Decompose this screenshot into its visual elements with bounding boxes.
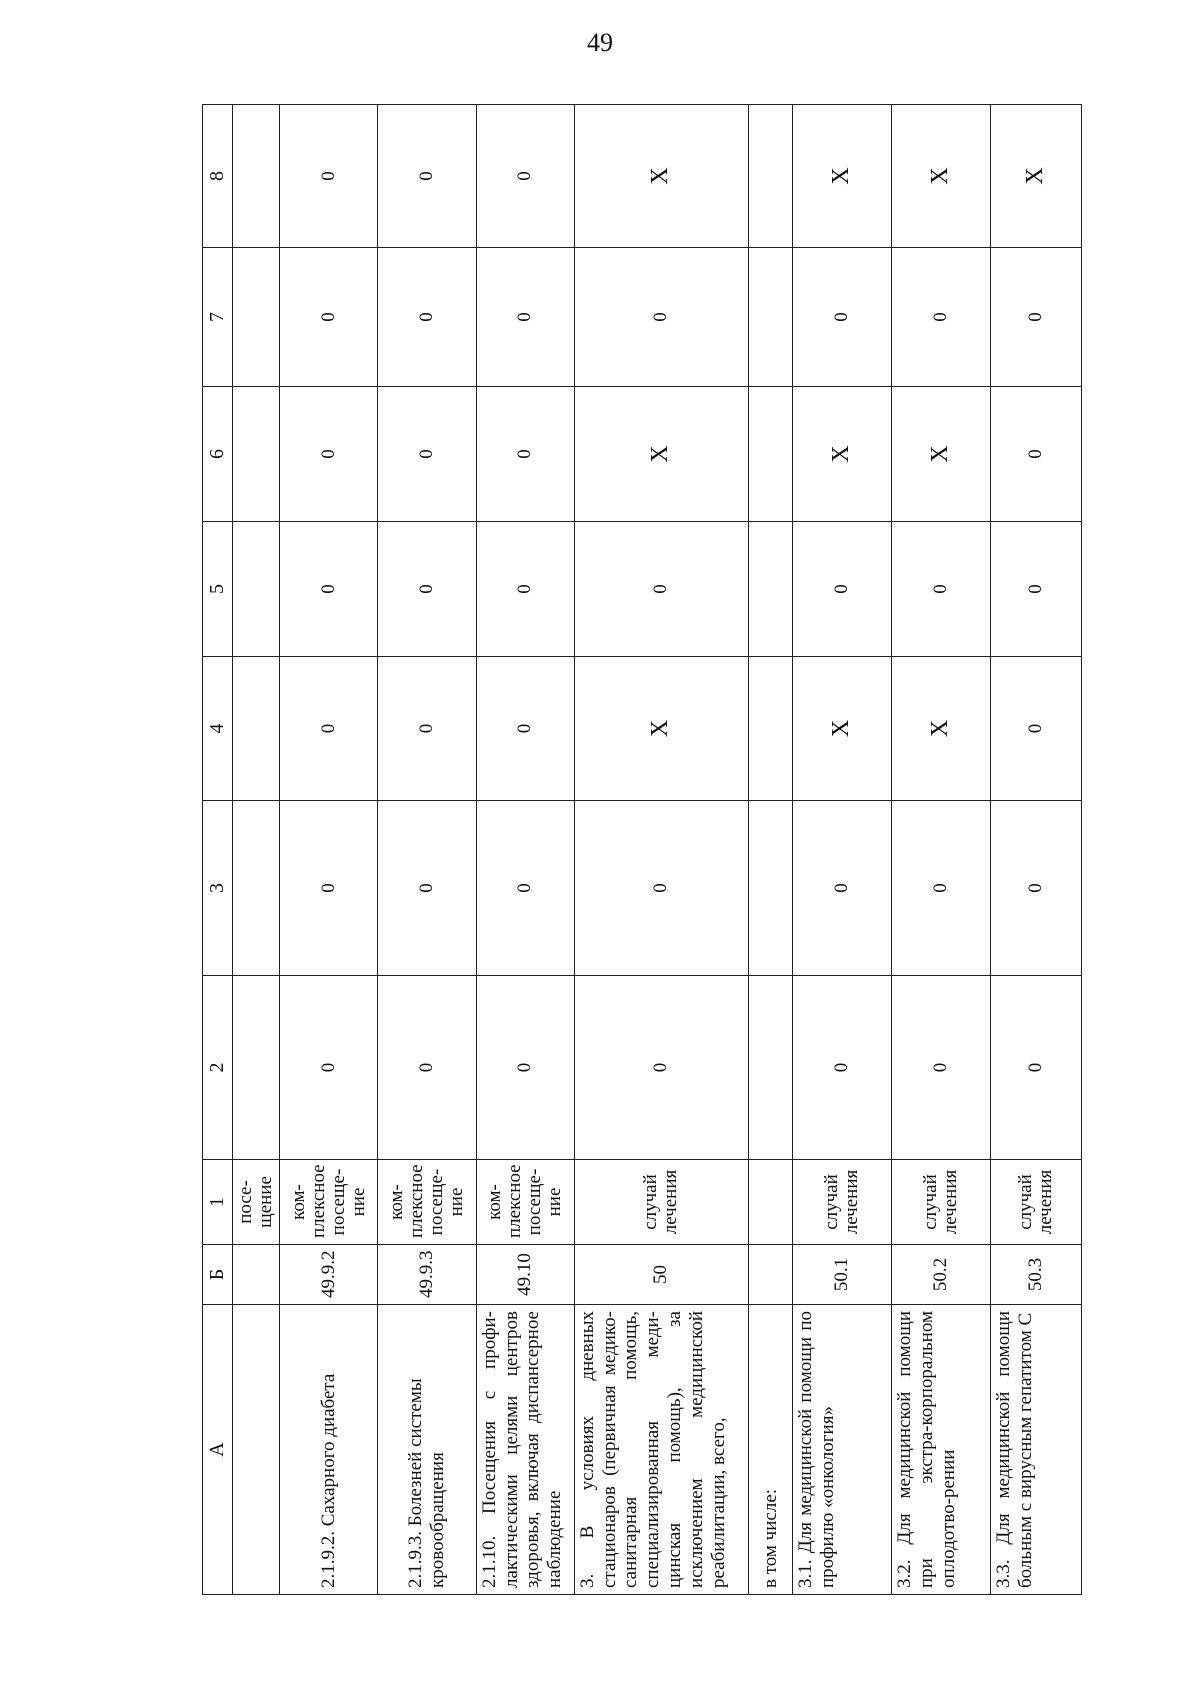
cell-indicator: 3.3. Для медицинской помощи больным с вирусным гепатитом С	[990, 1305, 1081, 1595]
cell-empty	[232, 657, 280, 801]
cell-row-code: 49.10	[476, 1245, 574, 1305]
cell-value: 0	[378, 801, 477, 976]
cell-value: 0	[574, 522, 748, 657]
cell-value: 0	[476, 801, 574, 976]
cell-value: 0	[280, 657, 378, 801]
cell-empty	[748, 248, 793, 387]
header-cell: 7	[203, 248, 233, 387]
cell-empty	[232, 248, 280, 387]
cell-value: 0	[378, 105, 477, 248]
table-row	[280, 105, 378, 1595]
cell-empty	[748, 522, 793, 657]
cell-value: X	[892, 105, 991, 248]
table-row	[892, 105, 991, 1595]
cell-value: 0	[476, 976, 574, 1160]
rotated-table-wrapper	[202, 105, 1082, 1595]
cell-indicator: 2.1.9.2. Сахарного диабета	[280, 1305, 378, 1595]
cell-row-code: 50.3	[990, 1245, 1081, 1305]
cell-value: 0	[476, 387, 574, 522]
cell-value: 0	[990, 387, 1081, 522]
cell-row-code: 50	[574, 1245, 748, 1305]
cell-subheader: в том числе:	[748, 1305, 793, 1595]
cell-unit: ком-плексное посеще-ние	[280, 1160, 378, 1245]
cell-value: 0	[990, 657, 1081, 801]
cell-value: 0	[476, 248, 574, 387]
cell-empty	[232, 976, 280, 1160]
cell-value: 0	[990, 248, 1081, 387]
cell-row-code: 49.9.2	[280, 1245, 378, 1305]
table-subheader-row	[748, 105, 793, 1595]
cell-empty	[748, 657, 793, 801]
header-cell: 6	[203, 387, 233, 522]
cell-value: X	[990, 105, 1081, 248]
cell-indicator: 3. В условиях дневных стационаров (первичная медико-санитарная помощь, специализированная меди-цинская помощь), за исключением медицинской реабилитации, всего,	[574, 1305, 748, 1595]
table-row	[378, 105, 477, 1595]
cell-empty	[748, 387, 793, 522]
cell-value: 0	[378, 248, 477, 387]
cell-unit: случай лечения	[574, 1160, 748, 1245]
cell-value: 0	[280, 248, 378, 387]
cell-value: 0	[574, 801, 748, 976]
cell-indicator: 3.1. Для медицинской помощи по профилю «онкология»	[793, 1305, 892, 1595]
cell-value: X	[574, 657, 748, 801]
cell-value: 0	[892, 976, 991, 1160]
cell-value: 0	[574, 248, 748, 387]
header-cell: А	[203, 1305, 233, 1595]
cell-empty	[748, 976, 793, 1160]
cell-value: 0	[280, 801, 378, 976]
cell-value: X	[793, 105, 892, 248]
table-row	[793, 105, 892, 1595]
table-row	[990, 105, 1081, 1595]
cell-unit: случай лечения	[793, 1160, 892, 1245]
cell-value: 0	[476, 522, 574, 657]
cell-row-code: 49.9.3	[378, 1245, 477, 1305]
cell-unit: ком-плексное посеще-ние	[476, 1160, 574, 1245]
table-header-row	[203, 105, 233, 1595]
cell-value: 0	[280, 387, 378, 522]
cell-value: 0	[476, 105, 574, 248]
cell-indicator: 2.1.10. Посещения с профи-лактическими целями центров здоровья, включая диспансерное наблюдение	[476, 1305, 574, 1595]
cell-value: X	[574, 387, 748, 522]
cell-empty	[232, 1245, 280, 1305]
table-row	[476, 105, 574, 1595]
cell-value: X	[793, 657, 892, 801]
cell-value: 0	[378, 522, 477, 657]
cell-empty	[748, 801, 793, 976]
cell-value: 0	[892, 248, 991, 387]
header-cell: 2	[203, 976, 233, 1160]
cell-indicator: 3.2. Для медицинской помощи при экстра-корпоральном оплодотво-рении	[892, 1305, 991, 1595]
cell-empty	[232, 105, 280, 248]
cell-value: 0	[378, 387, 477, 522]
cell-value: X	[574, 105, 748, 248]
cell-unit: случай лечения	[892, 1160, 991, 1245]
table-row	[574, 105, 748, 1595]
cell-value: X	[892, 387, 991, 522]
header-cell: 5	[203, 522, 233, 657]
header-cell: 8	[203, 105, 233, 248]
cell-empty	[232, 522, 280, 657]
cell-value: 0	[793, 801, 892, 976]
cell-value: 0	[476, 657, 574, 801]
header-cell: Б	[203, 1245, 233, 1305]
cell-value: 0	[892, 522, 991, 657]
cell-row-code: 50.1	[793, 1245, 892, 1305]
page-number: 49	[587, 28, 613, 57]
cell-unit: случай лечения	[990, 1160, 1081, 1245]
cell-value: 0	[574, 976, 748, 1160]
cell-value: 0	[990, 522, 1081, 657]
cell-value: 0	[280, 105, 378, 248]
cell-empty	[748, 1245, 793, 1305]
cell-empty	[748, 105, 793, 248]
cell-value: 0	[892, 801, 991, 976]
cell-value: 0	[280, 522, 378, 657]
header-cell: 4	[203, 657, 233, 801]
header-cell: 1	[203, 1160, 233, 1245]
cell-value: 0	[990, 801, 1081, 976]
cell-value: 0	[793, 976, 892, 1160]
data-table	[202, 104, 1082, 1595]
cell-empty	[232, 387, 280, 522]
cell-empty	[748, 1160, 793, 1245]
cell-indicator: 2.1.9.3. Болезней системы кровообращения	[378, 1305, 477, 1595]
cell-value: 0	[793, 522, 892, 657]
cell-row-code: 50.2	[892, 1245, 991, 1305]
cell-value: 0	[378, 976, 477, 1160]
cell-value: X	[892, 657, 991, 801]
cell-empty	[232, 801, 280, 976]
cell-value: X	[793, 387, 892, 522]
header-cell: 3	[203, 801, 233, 976]
cell-empty	[232, 1305, 280, 1595]
cell-unit: посе-щение	[232, 1160, 280, 1245]
cell-value: 0	[378, 657, 477, 801]
cell-value: 0	[280, 976, 378, 1160]
cell-value: 0	[990, 976, 1081, 1160]
table-row-continuation	[232, 105, 280, 1595]
cell-unit: ком-плексное посеще-ние	[378, 1160, 477, 1245]
cell-value: 0	[793, 248, 892, 387]
